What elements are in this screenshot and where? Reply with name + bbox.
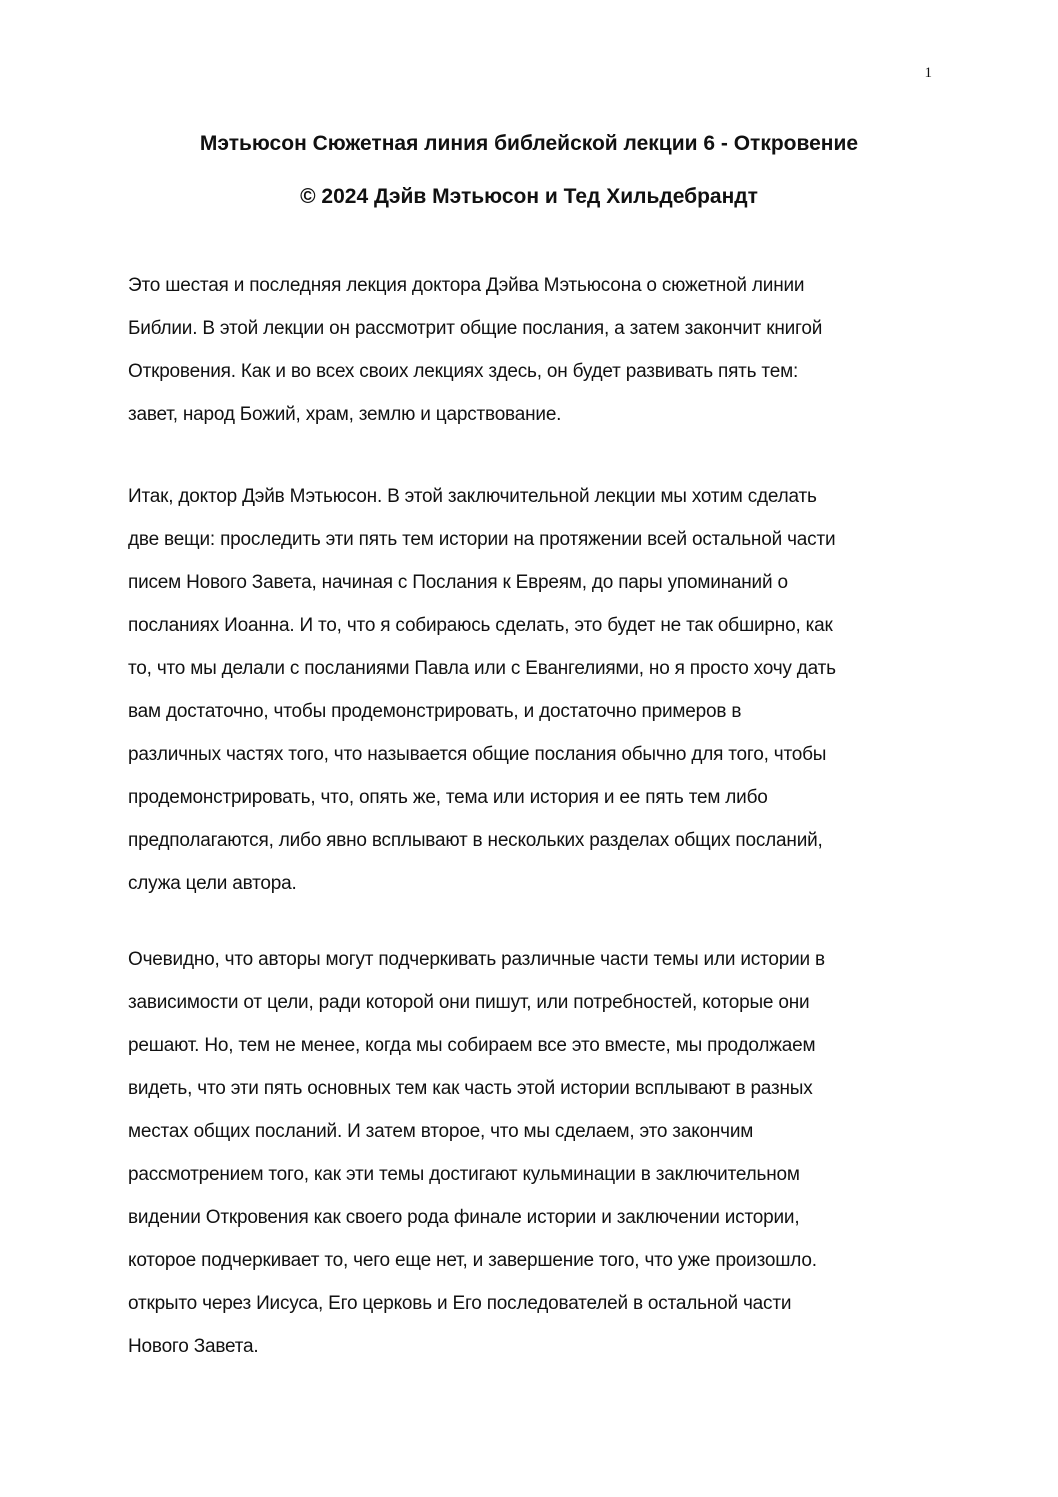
paragraph-intro: Это шестая и последняя лекция доктора Дэйва Мэтьюсона о сюжетной линии Библии. В этой лекции он рассмотрит общие послания, а затем закончит книгой Откровения. Как и во всех своих лекциях здесь, он будет развивать пять тем: завет, народ Божий, храм, землю и царствование. <box>128 275 823 425</box>
paragraph-themes: Очевидно, что авторы могут подчеркивать различные части темы или истории в зависимости от цели, ради которой они пишут, или потребностей, которые они решают. Но, тем не менее, когда мы собираем все это вместе, мы продолжаем видеть, что эти пять основных тем как часть этой истории всплывают в разных местах общих посланий. И затем второе, что мы сделаем, это закончим рассмотрением того, как эти темы достигают кульминации в заключительном видении Откровения как своего рода финале истории и заключении истории, которое подчеркивает то, чего еще нет, и завершение того, что уже произошло. открыто через Иисуса, Его церковь и Его последователей в остальной части Нового Завета. <box>128 949 825 1357</box>
paragraph-lecture-start: Итак, доктор Дэйв Мэтьюсон. В этой заключительной лекции мы хотим сделать две вещи: проследить эти пять тем истории на протяжении всей остальной части писем Нового Завета, начиная с Послания к Евреям, до пары упоминаний о посланиях Иоанна. И то, что я собираюсь сделать, это будет не так обширно, как то, что мы делали с посланиями Павла или с Евангелиями, но я просто хочу дать вам достаточно, чтобы продемонстрировать, и достаточно примеров в различных частях того, что называется общие послания обычно для того, чтобы продемонстрировать, что, опять же, тема или история и ее пять тем либо предполагаются, либо явно всплывают в нескольких разделах общих посланий, служа цели автора. <box>128 486 836 894</box>
page-number: 1 <box>924 65 932 81</box>
document-title: Мэтьюсон Сюжетная линия библейской лекции 6 - Откровение <box>199 132 859 155</box>
copyright-line: © 2024 Дэйв Мэтьюсон и Тед Хильдебрандт <box>300 185 758 208</box>
